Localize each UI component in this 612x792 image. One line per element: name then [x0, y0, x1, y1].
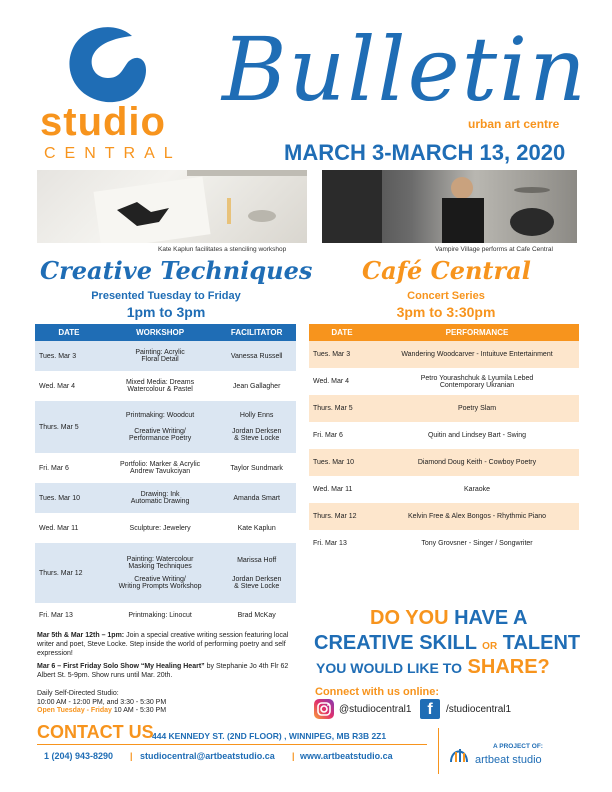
header-date: DATE: [309, 324, 375, 341]
row-facilitator: Taylor Sundmark: [217, 453, 296, 483]
row-facilitator: Marissa Hoff Jordan Derksen & Steve Locke: [217, 543, 296, 603]
artbeat-logo-icon: [448, 740, 470, 764]
project-label: A PROJECT OF:: [493, 743, 543, 750]
table-row: [35, 513, 296, 543]
row-workshop: Mixed Media: Dreams Watercolour & Pastel: [103, 371, 218, 401]
row-performance: Wandering Woodcarver - Intuituve Entertainment: [375, 341, 579, 368]
row-workshop: Portfolio: Marker & Acrylic Andrew Tavukciyan: [103, 453, 218, 483]
row-facilitator: Vanessa Russell: [217, 341, 296, 371]
row-date: Tues. Mar 3: [309, 341, 375, 368]
phone-number[interactable]: 1 (204) 943-8290: [44, 751, 114, 761]
row-facilitator: Holly Enns Jordan Derksen & Steve Locke: [217, 401, 296, 453]
row-workshop: Painting: Acrylic Floral Detail: [103, 341, 218, 371]
header-date: DATE: [35, 324, 103, 341]
row-performance: Karaoke: [375, 476, 579, 503]
row-date: Wed. Mar 4: [309, 368, 375, 395]
row-date: Wed. Mar 4: [35, 371, 103, 401]
facebook-icon[interactable]: f: [420, 699, 440, 719]
artbeat-wordmark: artbeat studio: [475, 754, 542, 766]
creative-techniques-time: 1pm to 3pm: [126, 304, 206, 320]
email-link[interactable]: studiocentral@artbeatstudio.ca: [140, 751, 275, 761]
row-workshop: Printmaking: Linocut: [103, 603, 218, 627]
creative-techniques-title: Creative Techniques: [40, 256, 313, 285]
cafe-central-title: Café Central: [362, 256, 531, 285]
row-date: Thurs. Mar 5: [35, 401, 103, 453]
table-row: [309, 395, 579, 422]
row-date: Fri. Mar 13: [309, 530, 375, 557]
header-workshop: WORKSHOP: [103, 324, 218, 341]
cafe-performance-photo: [322, 170, 577, 243]
row-date: Tues. Mar 10: [35, 483, 103, 513]
bulletin-title: Bulletin: [222, 18, 588, 121]
table-row: [35, 371, 296, 401]
performance-table: [309, 324, 579, 557]
instagram-glyph-icon: [314, 699, 334, 719]
row-performance: Tony Grovsner - Singer / Songwriter: [375, 530, 579, 557]
share-line-2: CREATIVE SKILL OR TALENT: [314, 632, 581, 654]
table-row: [309, 422, 579, 449]
row-date: Thurs. Mar 5: [309, 395, 375, 422]
row-workshop: Sculpture: Jewelery: [103, 513, 218, 543]
photo-caption-right: Vampire Village performs at Cafe Central: [435, 246, 553, 253]
row-facilitator: Amanda Smart: [217, 483, 296, 513]
row-performance: Poetry Slam: [375, 395, 579, 422]
row-facilitator: Jean Gallagher: [217, 371, 296, 401]
workshop-table: [35, 324, 296, 627]
footer-divider: [37, 744, 427, 745]
table-row: [309, 530, 579, 557]
table-row: [35, 453, 296, 483]
stenciling-workshop-photo: [37, 170, 307, 243]
table-header-row: [309, 324, 579, 341]
table-row: [35, 483, 296, 513]
table-row: [35, 341, 296, 371]
row-date: Wed. Mar 11: [35, 513, 103, 543]
row-workshop: Drawing: Ink Automatic Drawing: [103, 483, 218, 513]
connect-label: Connect with us online:: [315, 686, 440, 698]
row-performance: Quitin and Lindsey Bart - Swing: [375, 422, 579, 449]
row-date: Tues. Mar 3: [35, 341, 103, 371]
row-date: Fri. Mar 13: [35, 603, 103, 627]
row-date: Thurs. Mar 12: [309, 503, 375, 530]
studio-hours: Daily Self-Directed Studio: 10:00 AM - 12:00 PM, and 3:30 - 5:30 PM: [37, 690, 167, 706]
table-row: [309, 341, 579, 368]
open-hours: Open Tuesday - Friday 10 AM - 5:30 PM: [37, 707, 167, 714]
footer-separator: |: [292, 751, 295, 761]
cafe-central-time: 3pm to 3:30pm: [396, 304, 496, 320]
row-date: Tues. Mar 10: [309, 449, 375, 476]
row-performance: Diamond Doug Keith - Cowboy Poetry: [375, 449, 579, 476]
row-facilitator: Brad McKay: [217, 603, 296, 627]
instagram-handle[interactable]: @studiocentral1: [339, 704, 412, 715]
logo-wordmark-studio: studio: [40, 100, 166, 144]
logo-wordmark-central: CENTRAL: [44, 145, 182, 162]
row-performance: Kelvin Free & Alex Bongos - Rhythmic Piano: [375, 503, 579, 530]
subtitle: urban art centre: [468, 117, 560, 131]
header-performance: PERFORMANCE: [375, 324, 579, 341]
footer-separator: |: [130, 751, 133, 761]
table-row: [35, 543, 296, 603]
table-row: [309, 449, 579, 476]
stencil-illustration-icon: [37, 170, 307, 243]
date-range: MARCH 3-MARCH 13, 2020: [284, 140, 566, 165]
table-header-row: [35, 324, 296, 341]
row-workshop: Printmaking: Woodcut Creative Writing/ Performance Poetry: [103, 401, 218, 453]
facebook-handle[interactable]: /studiocentral1: [446, 704, 512, 715]
footer-vertical-divider: [438, 728, 439, 774]
cafe-central-subtitle: Concert Series: [407, 290, 485, 302]
row-performance: Petro Yourashchuk & Lyumila Lebed Contemporary Ukranian: [375, 368, 579, 395]
share-line-1: DO YOU HAVE A: [370, 607, 528, 629]
row-workshop: Painting: Watercolour Masking Techniques Creative Writing/ Writing Prompts Workshop: [103, 543, 218, 603]
row-facilitator: Kate Kaplun: [217, 513, 296, 543]
table-row: [35, 603, 296, 627]
table-row: [309, 368, 579, 395]
row-date: Fri. Mar 6: [309, 422, 375, 449]
performer-illustration-icon: [322, 170, 577, 243]
row-date: Wed. Mar 11: [309, 476, 375, 503]
creative-techniques-subtitle: Presented Tuesday to Friday: [91, 290, 241, 302]
instagram-icon[interactable]: [314, 699, 334, 719]
website-link[interactable]: www.artbeatstudio.ca: [300, 751, 393, 761]
header-facilitator: FACILITATOR: [217, 324, 296, 341]
notes-block: [37, 631, 307, 684]
note-writing-session: Mar 5th & Mar 12th – 1pm: Join a special creative writing session featuring local writer and poet, Steve Locke. Step inside the world of performing poetry and self expression!: [37, 632, 289, 657]
share-line-3: YOU WOULD LIKE TO SHARE?: [316, 656, 550, 678]
table-row: [309, 476, 579, 503]
photo-caption-left: Kate Kaplun facilitates a stenciling workshop: [158, 246, 287, 253]
contact-title: CONTACT US: [37, 722, 154, 742]
studio-central-logo-icon: [62, 18, 154, 110]
row-date: Thurs. Mar 12: [35, 543, 103, 603]
row-date: Fri. Mar 6: [35, 453, 103, 483]
address: 444 KENNEDY ST. (2ND FLOOR) , WINNIPEG, MB R3B 2Z1: [152, 731, 387, 741]
table-row: [35, 401, 296, 453]
table-row: [309, 503, 579, 530]
note-solo-show: Mar 6 – First Friday Solo Show “My Healing Heart” by Stephanie Jo 4th Flr 62 Albert St. 5-9pm. Show runs until Mar. 20th.: [37, 663, 289, 679]
